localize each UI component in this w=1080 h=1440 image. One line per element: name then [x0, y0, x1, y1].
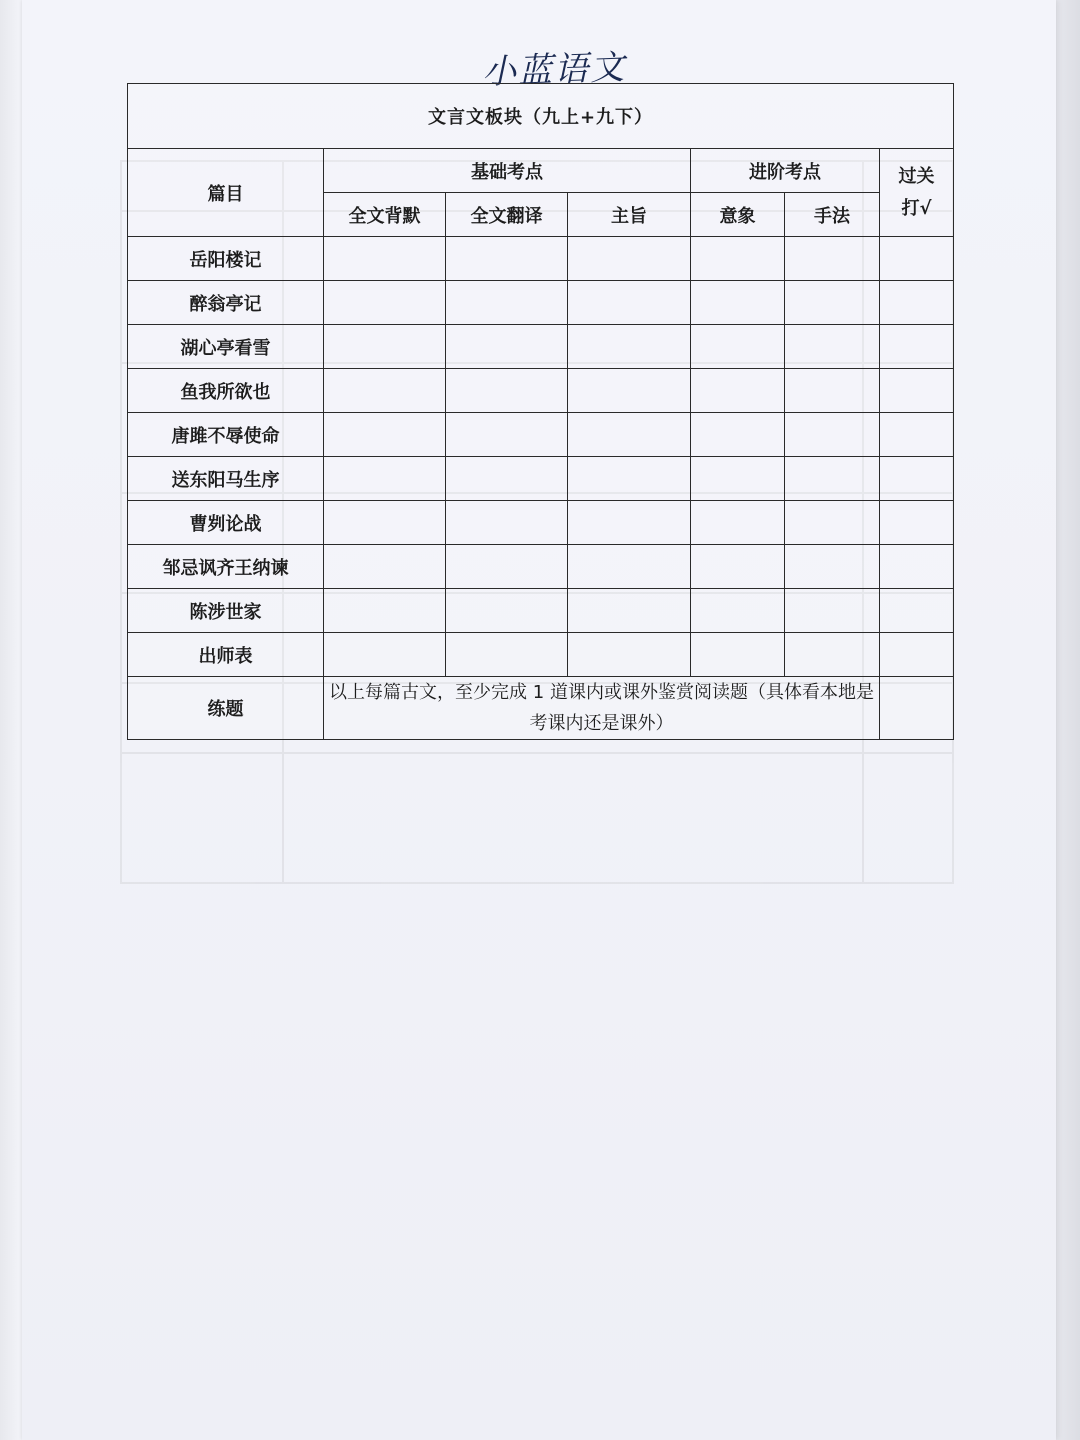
pass-cell[interactable] — [880, 237, 954, 281]
check-cell[interactable] — [324, 589, 446, 633]
header-pass-line1: 过关 — [898, 165, 935, 187]
table-row — [128, 633, 954, 677]
header-recite: 全文背默 — [324, 193, 446, 237]
handwritten-signature: 小蓝语文 — [481, 47, 627, 93]
header-title-col: 篇目 — [128, 149, 324, 237]
row-title: 曹刿论战 — [128, 501, 324, 545]
check-cell[interactable] — [785, 501, 880, 545]
table-title: 文言文板块（九上+九下） — [128, 84, 954, 149]
practice-row — [128, 677, 954, 740]
pass-cell[interactable] — [880, 325, 954, 369]
table-row — [128, 457, 954, 501]
check-cell[interactable] — [446, 633, 568, 677]
check-cell[interactable] — [446, 281, 568, 325]
check-cell[interactable] — [691, 325, 785, 369]
check-cell[interactable] — [568, 501, 691, 545]
check-cell[interactable] — [568, 237, 691, 281]
check-cell[interactable] — [446, 545, 568, 589]
check-cell[interactable] — [568, 325, 691, 369]
check-cell[interactable] — [324, 501, 446, 545]
check-cell[interactable] — [785, 413, 880, 457]
check-cell[interactable] — [785, 457, 880, 501]
pass-cell[interactable] — [880, 633, 954, 677]
header-translate: 全文翻译 — [446, 193, 568, 237]
table-row — [128, 413, 954, 457]
pass-cell[interactable] — [880, 457, 954, 501]
check-cell[interactable] — [446, 457, 568, 501]
row-title: 陈涉世家 — [128, 589, 324, 633]
row-title: 送东阳马生序 — [128, 457, 324, 501]
check-cell[interactable] — [324, 413, 446, 457]
table-row — [128, 237, 954, 281]
header-technique: 手法 — [785, 193, 880, 237]
check-cell[interactable] — [691, 281, 785, 325]
table-row — [128, 325, 954, 369]
check-cell[interactable] — [785, 545, 880, 589]
check-cell[interactable] — [785, 237, 880, 281]
check-cell[interactable] — [446, 501, 568, 545]
header-pass-line2: 打√ — [901, 197, 932, 219]
check-cell[interactable] — [324, 369, 446, 413]
check-cell[interactable] — [785, 633, 880, 677]
check-cell[interactable] — [446, 237, 568, 281]
check-cell[interactable] — [568, 413, 691, 457]
check-cell[interactable] — [446, 325, 568, 369]
check-cell[interactable] — [446, 413, 568, 457]
header-row-1 — [128, 149, 954, 193]
pass-cell[interactable] — [880, 501, 954, 545]
header-theme: 主旨 — [568, 193, 691, 237]
table-row — [128, 369, 954, 413]
table-row — [128, 281, 954, 325]
pass-cell[interactable] — [880, 589, 954, 633]
table-row — [128, 545, 954, 589]
check-cell[interactable] — [446, 369, 568, 413]
header-advanced-group: 进阶考点 — [691, 149, 880, 193]
pass-cell[interactable] — [880, 677, 954, 740]
pass-cell[interactable] — [880, 545, 954, 589]
check-cell[interactable] — [324, 237, 446, 281]
check-cell[interactable] — [324, 545, 446, 589]
practice-label: 练题 — [128, 677, 324, 740]
header-imagery: 意象 — [691, 193, 785, 237]
checklist-table — [127, 83, 954, 740]
pass-cell[interactable] — [880, 413, 954, 457]
row-title: 邹忌讽齐王纳谏 — [128, 545, 324, 589]
check-cell[interactable] — [691, 545, 785, 589]
check-cell[interactable] — [691, 413, 785, 457]
practice-instructions: 以上每篇古文，至少完成 1 道课内或课外鉴赏阅读题（具体看本地是考课内还是课外） — [324, 677, 880, 740]
check-cell[interactable] — [691, 237, 785, 281]
check-cell[interactable] — [568, 369, 691, 413]
title-row — [128, 84, 954, 149]
check-cell[interactable] — [691, 369, 785, 413]
check-cell[interactable] — [568, 633, 691, 677]
header-pass — [880, 149, 954, 237]
check-cell[interactable] — [691, 633, 785, 677]
table-row — [128, 501, 954, 545]
check-cell[interactable] — [691, 457, 785, 501]
check-cell[interactable] — [691, 589, 785, 633]
row-title: 出师表 — [128, 633, 324, 677]
header-basic-group: 基础考点 — [324, 149, 691, 193]
check-cell[interactable] — [568, 457, 691, 501]
row-title: 唐雎不辱使命 — [128, 413, 324, 457]
check-cell[interactable] — [785, 281, 880, 325]
check-cell[interactable] — [324, 325, 446, 369]
pass-cell[interactable] — [880, 281, 954, 325]
check-cell[interactable] — [568, 281, 691, 325]
check-cell[interactable] — [568, 545, 691, 589]
check-cell[interactable] — [691, 501, 785, 545]
check-cell[interactable] — [324, 281, 446, 325]
pass-cell[interactable] — [880, 369, 954, 413]
check-cell[interactable] — [785, 589, 880, 633]
row-title: 岳阳楼记 — [128, 237, 324, 281]
check-cell[interactable] — [785, 325, 880, 369]
row-title: 湖心亭看雪 — [128, 325, 324, 369]
check-cell[interactable] — [324, 633, 446, 677]
row-title: 醉翁亭记 — [128, 281, 324, 325]
check-cell[interactable] — [785, 369, 880, 413]
row-title: 鱼我所欲也 — [128, 369, 324, 413]
check-cell[interactable] — [446, 589, 568, 633]
check-cell[interactable] — [568, 589, 691, 633]
check-cell[interactable] — [324, 457, 446, 501]
table-row — [128, 589, 954, 633]
